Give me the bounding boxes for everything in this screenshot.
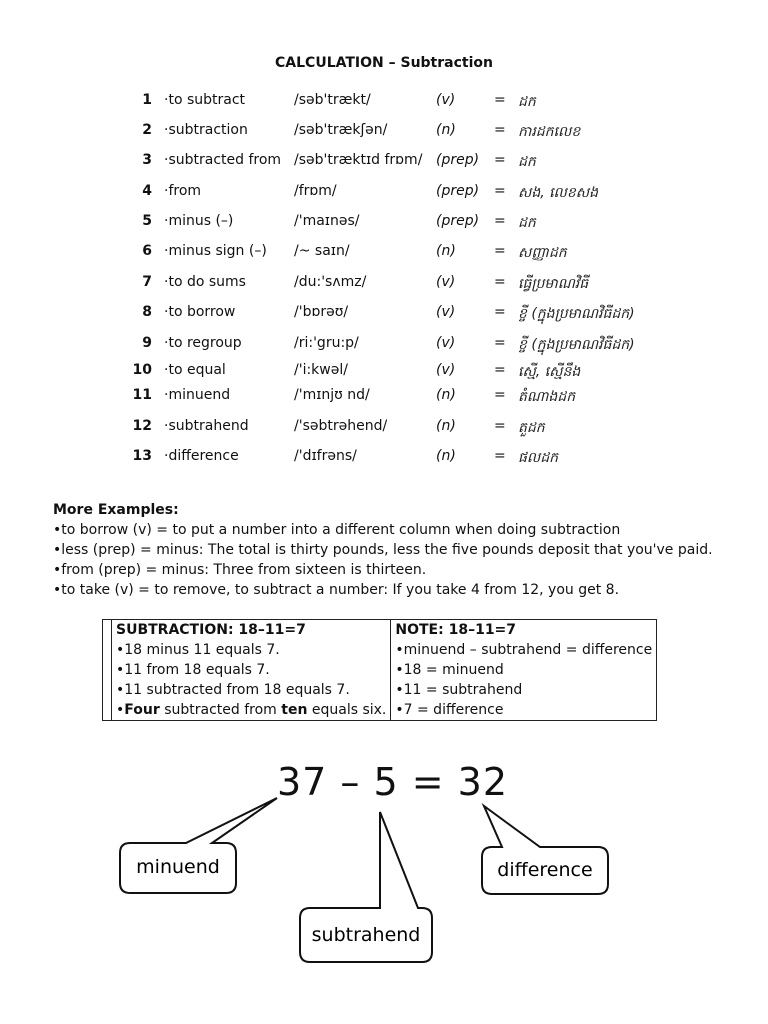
- vocab-part-of-speech: (n): [436, 387, 456, 403]
- subtraction-line: •11 subtracted from 18 equals 7.: [116, 682, 350, 698]
- vocab-equals: =: [494, 152, 506, 168]
- vocab-equals: =: [494, 448, 506, 464]
- vocab-number: 2: [142, 122, 152, 138]
- vocab-number: 7: [142, 274, 152, 290]
- vocab-row: [120, 448, 680, 472]
- vocab-pronunciation: /səb'træktɪd frɒm/: [294, 152, 423, 168]
- vocab-khmer: ដក: [518, 215, 536, 231]
- vocab-number: 3: [142, 152, 152, 168]
- vocab-part-of-speech: (v): [436, 92, 456, 108]
- callout-shapes: [0, 740, 768, 1024]
- vocab-equals: =: [494, 122, 506, 138]
- equation: 37 – 5 = 32: [277, 760, 509, 804]
- vocab-part-of-speech: (prep): [436, 213, 480, 229]
- page-title: CALCULATION – Subtraction: [275, 55, 493, 71]
- vocab-number: 12: [132, 418, 152, 434]
- vocab-pronunciation: /'mɪnjʊ nd/: [294, 387, 370, 403]
- vocab-pronunciation: /'maɪnəs/: [294, 213, 360, 229]
- vocab-pronunciation: /~ saɪn/: [294, 243, 350, 259]
- example-line: •to take (v) = to remove, to subtract a number: If you take 4 from 12, you get 8.: [53, 582, 620, 598]
- vocab-pronunciation: /səb'trækt/: [294, 92, 371, 108]
- vocab-row: [120, 387, 680, 411]
- vocab-khmer: ផលដក: [518, 450, 558, 466]
- vocab-khmer: សង, លេខសង: [518, 185, 598, 201]
- example-line: •less (prep) = minus: The total is thirty pounds, less the five pounds deposit that you've paid.: [53, 542, 713, 558]
- vocab-row: [120, 92, 680, 116]
- vocab-equals: =: [494, 387, 506, 403]
- vocab-pronunciation: /ri:'gru:p/: [294, 335, 359, 351]
- vocab-word: ·difference: [164, 448, 239, 464]
- vocab-part-of-speech: (n): [436, 448, 456, 464]
- vocab-equals: =: [494, 213, 506, 229]
- vocab-part-of-speech: (n): [436, 243, 456, 259]
- bold-word: ten: [281, 702, 308, 718]
- subtraction-diagram: [0, 740, 768, 1024]
- vocab-word: ·minuend: [164, 387, 231, 403]
- vocab-pronunciation: /'bɒrəʊ/: [294, 304, 349, 320]
- subtraction-line: •18 minus 11 equals 7.: [116, 642, 280, 658]
- bullet: •: [116, 702, 125, 718]
- subtrahend-label: subtrahend: [311, 924, 421, 946]
- vocab-khmer: តំណាងដក: [518, 389, 576, 405]
- difference-label: difference: [497, 859, 593, 881]
- note-header: NOTE: 18–11=7: [395, 622, 517, 638]
- note-line: •7 = difference: [395, 702, 504, 718]
- vocab-word: ·to borrow: [164, 304, 236, 320]
- vocab-khmer: ដក: [518, 154, 536, 170]
- vocab-number: 1: [142, 92, 152, 108]
- vocab-word: ·to equal: [164, 362, 226, 378]
- vocab-word: ·to regroup: [164, 335, 242, 351]
- vocab-row: [120, 304, 680, 328]
- vocab-pronunciation: /du:'sʌmz/: [294, 274, 367, 290]
- vocab-part-of-speech: (prep): [436, 183, 480, 199]
- vocab-khmer: ដក: [518, 94, 536, 110]
- vocab-equals: =: [494, 274, 506, 290]
- vocab-part-of-speech: (v): [436, 304, 456, 320]
- vocab-pronunciation: /'səbtrəhend/: [294, 418, 388, 434]
- example-line: •from (prep) = minus: Three from sixteen is thirteen.: [53, 562, 427, 578]
- vocab-equals: =: [494, 335, 506, 351]
- line-text: equals six.: [307, 702, 387, 718]
- examples-heading: More Examples:: [53, 502, 179, 518]
- vocab-number: 10: [132, 362, 152, 378]
- vocab-row: [120, 362, 680, 386]
- vocab-equals: =: [494, 92, 506, 108]
- minuend-label: minuend: [136, 856, 220, 878]
- note-line: •18 = minuend: [395, 662, 504, 678]
- vocab-row: [120, 213, 680, 237]
- vocab-khmer: តួដក: [518, 420, 545, 436]
- vocab-khmer: ខ្ចី (ក្នុងប្រមាណវិធីដក): [518, 306, 635, 322]
- vocab-number: 9: [142, 335, 152, 351]
- bold-word: Four: [124, 702, 160, 718]
- note-line: •11 = subtrahend: [395, 682, 523, 698]
- vocab-part-of-speech: (prep): [436, 152, 480, 168]
- vocab-row: [120, 418, 680, 442]
- subtraction-line: [116, 700, 386, 720]
- vocab-number: 6: [142, 243, 152, 259]
- example-table: [102, 619, 657, 721]
- vocab-number: 4: [142, 183, 152, 199]
- vocab-pronunciation: /'i:kwəl/: [294, 362, 348, 378]
- vocab-word: ·subtrahend: [164, 418, 249, 434]
- vocab-pronunciation: /frɒm/: [294, 183, 337, 199]
- vocab-row: [120, 335, 680, 359]
- vocab-equals: =: [494, 362, 506, 378]
- vocab-row: [120, 243, 680, 267]
- note-line: •minuend – subtrahend = difference: [395, 642, 653, 658]
- vocab-number: 8: [142, 304, 152, 320]
- vocab-equals: =: [494, 418, 506, 434]
- vocab-part-of-speech: (n): [436, 122, 456, 138]
- note-cell: [391, 620, 657, 721]
- vocab-number: 13: [132, 448, 152, 464]
- vocab-word: ·from: [164, 183, 202, 199]
- vocab-khmer: ស្មើ, ស្មើនឹង: [518, 364, 581, 380]
- vocab-number: 11: [132, 387, 152, 403]
- subtraction-line: •11 from 18 equals 7.: [116, 662, 270, 678]
- subtraction-cell: [112, 620, 391, 721]
- vocab-part-of-speech: (v): [436, 335, 456, 351]
- vocab-equals: =: [494, 243, 506, 259]
- vocab-word: ·minus (–): [164, 213, 234, 229]
- vocab-khmer: សញ្ញាដក: [518, 245, 567, 261]
- vocab-khmer: ការដកលេខ: [518, 124, 581, 140]
- vocab-part-of-speech: (v): [436, 274, 456, 290]
- vocab-equals: =: [494, 183, 506, 199]
- line-text: subtracted from: [159, 702, 282, 718]
- vocab-row: [120, 122, 680, 146]
- vocab-word: ·minus sign (–): [164, 243, 267, 259]
- vocab-word: ·subtracted from: [164, 152, 282, 168]
- vocab-part-of-speech: (v): [436, 362, 456, 378]
- vocab-row: [120, 274, 680, 298]
- vocab-row: [120, 183, 680, 207]
- vocab-number: 5: [142, 213, 152, 229]
- vocab-row: [120, 152, 680, 176]
- vocab-word: ·subtraction: [164, 122, 248, 138]
- vocab-pronunciation: /səb'trækʃən/: [294, 122, 388, 138]
- subtraction-header: SUBTRACTION: 18–11=7: [116, 622, 306, 638]
- vocab-word: ·to do sums: [164, 274, 246, 290]
- vocab-word: ·to subtract: [164, 92, 246, 108]
- vocab-part-of-speech: (n): [436, 418, 456, 434]
- vocab-khmer: ខ្ចី (ក្នុងប្រមាណវិធីដក): [518, 337, 635, 353]
- table-margin-cell: [103, 620, 112, 721]
- vocab-pronunciation: /'dɪfrəns/: [294, 448, 357, 464]
- example-line: •to borrow (v) = to put a number into a different column when doing subtraction: [53, 522, 621, 538]
- vocab-khmer: ធ្វើប្រមាណវិធី: [518, 276, 589, 292]
- minuend-callout: [120, 798, 277, 893]
- vocab-equals: =: [494, 304, 506, 320]
- more-examples: [53, 500, 713, 600]
